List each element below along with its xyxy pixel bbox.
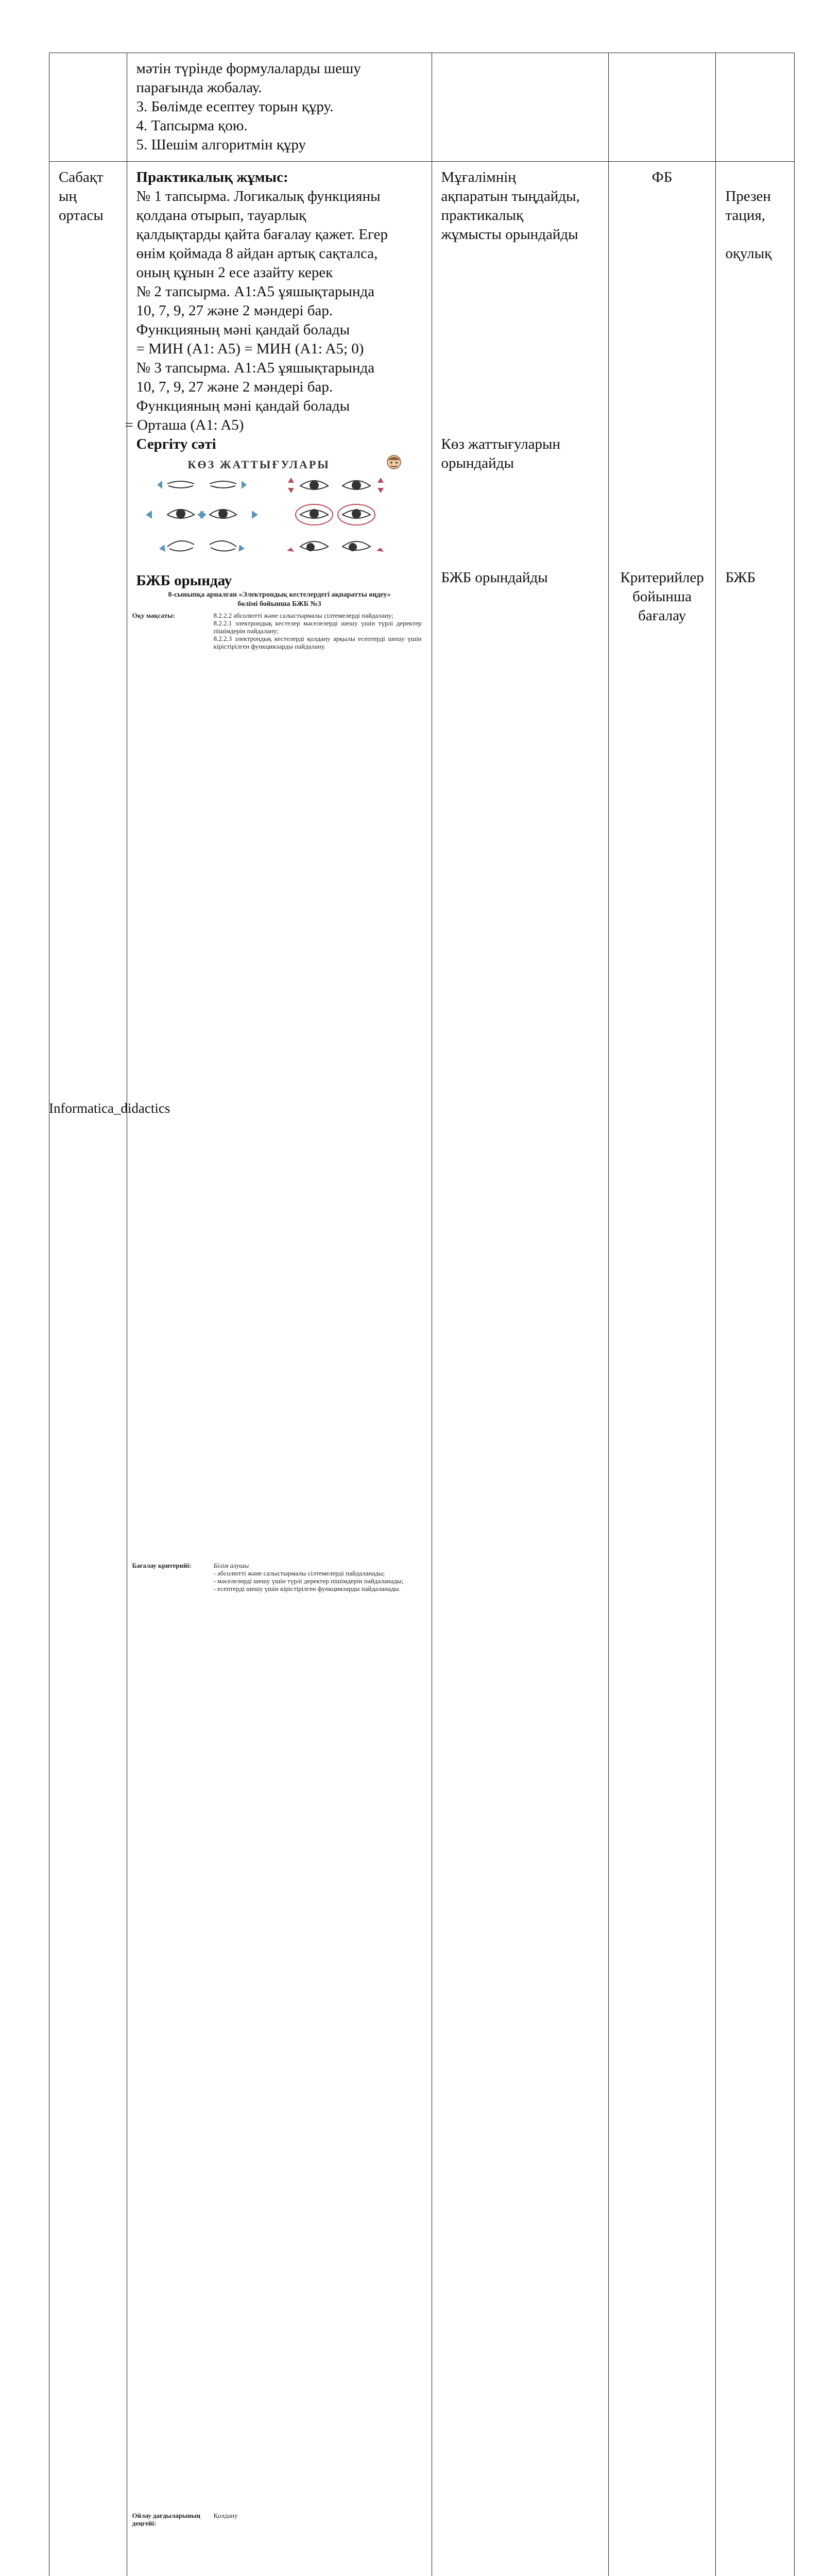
worksheet-meta xyxy=(130,611,424,2576)
task-line: Функцияның мәні қандай болады xyxy=(136,320,422,340)
eye-icon xyxy=(167,541,370,551)
task-line: 10, 7, 9, 27 және 2 мәндері бар. xyxy=(136,301,422,320)
resources-text: тация, xyxy=(725,206,785,225)
table-row xyxy=(49,53,795,162)
meta-value: - мәселелерді шешу үшін түрлі деректер пішімдерін пайдаланады; xyxy=(214,1577,422,1585)
text-line: 5. Шешім алгоритмін құру xyxy=(136,135,422,155)
meta-value: 8.2.2.3 электрондық кестелерді қолдану арқылы есептерді шешу үшін кірістірілген функцияларды пайдалану. xyxy=(214,635,422,650)
eye-exercises-image xyxy=(136,454,415,568)
student-activity-text: орындайды xyxy=(441,454,599,473)
resources-text: оқулық xyxy=(725,244,785,263)
task-line: 10, 7, 9, 27 және 2 мәндері бар. xyxy=(136,378,422,397)
meta-value: 8.2.2.1 электрондық кестелер мәселелерді шешу үшін түрлі деректер пішімдерін пайдалану; xyxy=(214,619,422,635)
stage-label: ортасы xyxy=(59,206,117,225)
text-line: мәтін түрінде формулаларды шешу xyxy=(136,59,422,78)
task-line: оның құнын 2 есе азайту керек xyxy=(136,263,422,282)
meta-value: Білім алушы xyxy=(214,1562,422,1569)
task-line: = МИН (A1: A5) = МИН (A1: A5; 0) xyxy=(136,340,422,359)
teacher-activity-cell xyxy=(127,53,432,162)
bjb-heading: БЖБ орындау xyxy=(136,571,422,590)
stage-cell xyxy=(49,53,127,162)
meta-value: - абсолютті және салыстырмалы сілтемелерді пайдаланады; xyxy=(214,1569,422,1577)
assessment-cell xyxy=(608,53,716,162)
meta-value: 8.2.2.2 абсолютті және салыстырмалы сілтемелерді пайдалану; xyxy=(214,612,422,619)
eye-icon xyxy=(167,481,370,489)
assessment-text: Критерийлер xyxy=(618,568,707,587)
break-heading: Сергіту сәті xyxy=(136,435,422,454)
resources-cell xyxy=(716,162,795,2576)
resources-cell xyxy=(716,53,795,162)
meta-value: Қолдану xyxy=(212,2511,424,2576)
bjb-worksheet-image xyxy=(130,590,429,2576)
task-line: = Орташа (A1: A5) xyxy=(125,416,422,435)
text-line: 3. Бөлімде есептеу торын құру. xyxy=(136,97,422,116)
task-line: № 3 тапсырма. А1:А5 ұяшықтарында xyxy=(136,359,422,378)
text-line: 4. Тапсырма қою. xyxy=(136,116,422,135)
teacher-activity-cell xyxy=(127,162,432,2576)
student-activity-cell xyxy=(432,53,608,162)
stage-cell xyxy=(49,162,127,2576)
student-activity-text: Көз жаттығуларын xyxy=(441,435,599,454)
worksheet-header: 8-сыныпқа арналған «Электрондық кестелердегі ақпаратты өңдеу» xyxy=(130,590,429,600)
task-line: № 2 тапсырма. А1:А5 ұяшықтарында xyxy=(136,282,422,301)
student-activity-text: жұмысты орындайды xyxy=(441,225,599,244)
assessment-text: ФБ xyxy=(618,168,707,187)
student-activity-text: Мұғалімнің xyxy=(441,168,599,187)
meta-value: - есептерді шешу үшін кірістірілген функцияларды пайдаланады. xyxy=(214,1585,422,1592)
task-line: қолдана отырып, тауарлық xyxy=(136,206,422,225)
table-row xyxy=(49,162,795,2576)
task-line: Функцияның мәні қандай болады xyxy=(136,397,422,416)
page-footer: Informatica_didactics xyxy=(49,1100,170,1116)
task-line: № 1 тапсырма. Логикалық функцияны xyxy=(136,187,422,206)
task-line: өнім қоймада 8 айдан артық сақталса, xyxy=(136,244,422,263)
resources-text: Презен xyxy=(725,187,785,206)
stage-label: ың xyxy=(59,187,117,206)
student-activity-text: ақпаратын тыңдайды, xyxy=(441,187,599,206)
assessment-text: бойынша xyxy=(618,587,707,606)
face-icon xyxy=(387,455,401,469)
meta-key: Оқу мақсаты: xyxy=(130,611,212,1561)
stage-label: Сабақт xyxy=(59,168,117,187)
student-activity-cell xyxy=(432,162,608,2576)
meta-key: Бағалау критерийі: xyxy=(130,1561,212,2511)
student-activity-text: БЖБ орындайды xyxy=(441,568,599,587)
practical-work-heading: Практикалық жұмыс: xyxy=(136,168,422,187)
resources-text: БЖБ xyxy=(725,568,785,587)
assessment-cell xyxy=(608,162,716,2576)
eye-exercises-title: КӨЗ ЖАТТЫҒУЛАРЫ xyxy=(188,455,330,474)
worksheet-header: бөлімі бойынша БЖБ №3 xyxy=(130,600,429,609)
assessment-text: бағалау xyxy=(618,606,707,625)
meta-key: Ойлау дағдыларының деңгейі: xyxy=(130,2511,212,2576)
text-line: парағында жобалау. xyxy=(136,78,422,97)
student-activity-text: практикалық xyxy=(441,206,599,225)
lesson-plan-table xyxy=(49,53,795,2576)
task-line: қалдықтарды қайта бағалау қажет. Егер xyxy=(136,225,422,244)
eye-drawings xyxy=(136,454,415,568)
